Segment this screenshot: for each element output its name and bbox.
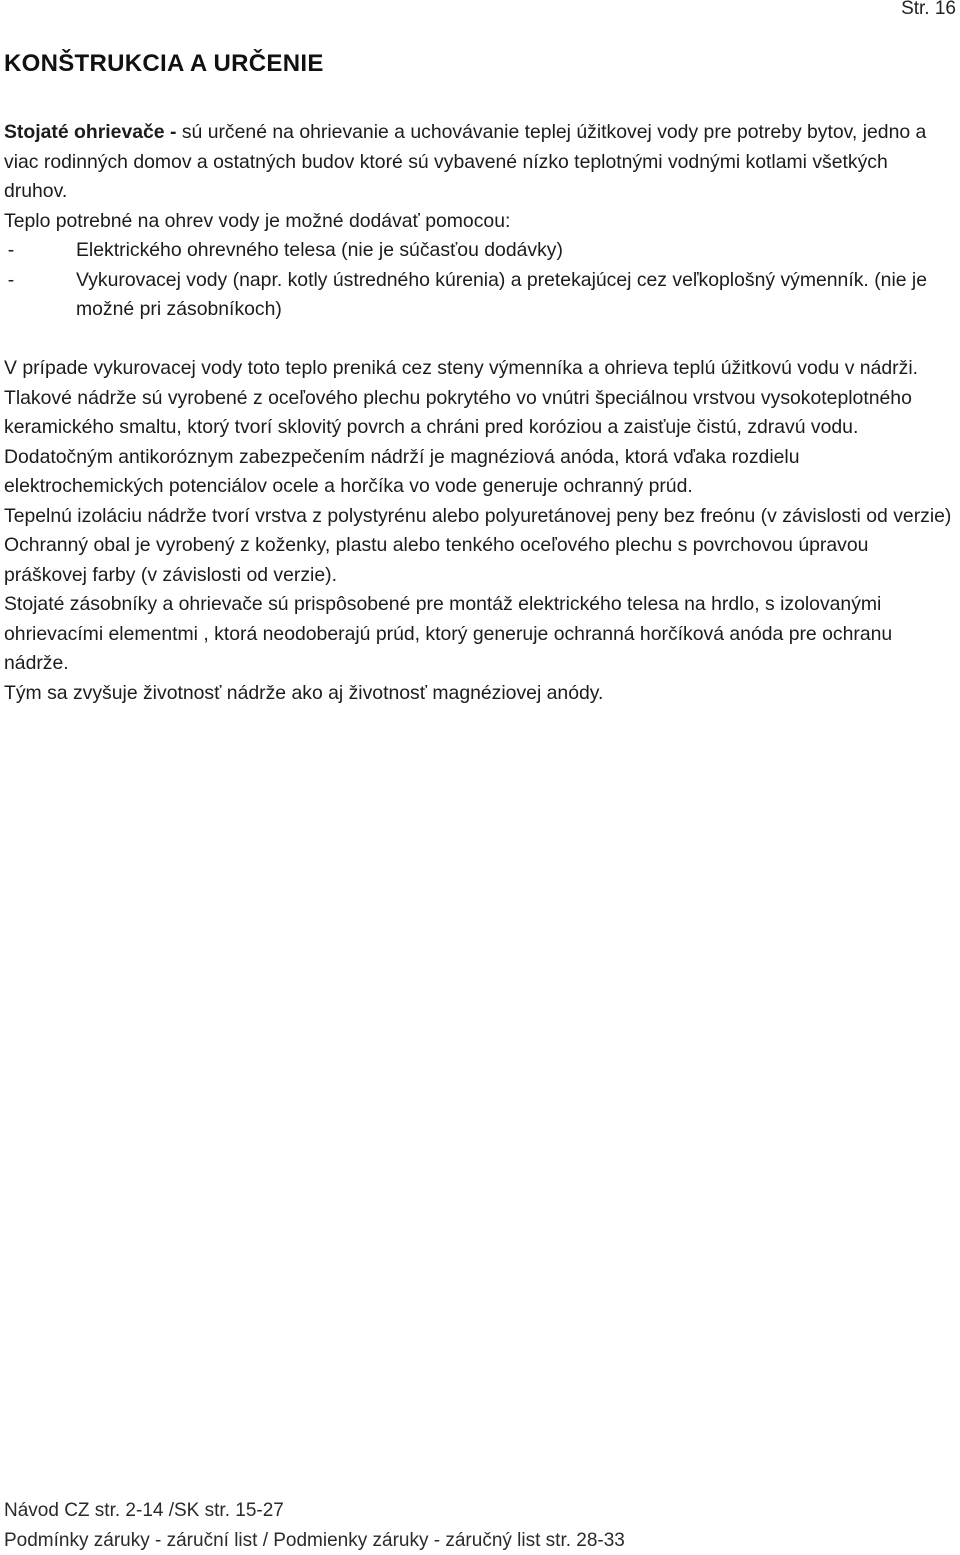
paragraph: Tlakové nádrže sú vyrobené z oceľového plechu pokrytého vo vnútri špeciálnou vrstvou vysokoteplotného keramického smaltu, ktorý tvorí sklovitý povrch a chráni pred koróziou a zaisťuje čistú, zdravú vodu. Dodatočným antikoróznym zabezpečením nádrží je magnéziová anóda, ktorá vďaka rozdielu elektrochemických potenciálov ocele a horčíka vo vode generuje ochranný prúd. xyxy=(4,384,956,502)
list-item xyxy=(4,236,956,266)
footer-line-warranty: Podmínky záruky - záruční list / Podmienky záruky - záručný list str. 28-33 xyxy=(4,1526,625,1555)
paragraph: Ochranný obal je vyrobený z koženky, plastu alebo tenkého oceľového plechu s povrchovou úpravou práškovej farby (v závislosti od verzie). xyxy=(4,531,956,590)
intro-paragraph xyxy=(4,118,956,207)
heat-intro: Teplo potrebné na ohrev vody je možné dodávať pomocou: xyxy=(4,207,956,237)
list-item xyxy=(4,266,956,325)
document-body xyxy=(4,118,956,708)
list-item-text: Vykurovacej vody (napr. kotly ústredného kúrenia) a pretekajúcej cez veľkoplošný výmenník. (nie je možné pri zásobníkoch) xyxy=(76,269,927,321)
paragraph-spacer xyxy=(4,325,956,355)
heat-source-list xyxy=(4,236,956,325)
paragraph: V prípade vykurovacej vody toto teplo preniká cez steny výmenníka a ohrieva teplú úžitkovú vodu v nádrži. xyxy=(4,354,956,384)
list-dash: - xyxy=(4,266,18,296)
page-footer xyxy=(4,1496,625,1555)
page-number: Str. 16 xyxy=(901,0,956,20)
paragraph: Tým sa zvyšuje životnosť nádrže ako aj životnosť magnéziovej anódy. xyxy=(4,679,956,709)
page-title: KONŠTRUKCIA A URČENIE xyxy=(4,50,324,78)
intro-text: sú určené na ohrievanie a uchovávanie teplej úžitkovej vody pre potreby bytov, jedno a viac rodinných domov a ostatných budov ktoré sú vybavené nízko teplotnými vodnými kotlami všetkých druhov. xyxy=(4,121,926,202)
paragraph: Tepelnú izoláciu nádrže tvorí vrstva z polystyrénu alebo polyuretánovej peny bez freónu (v závislosti od verzie) xyxy=(4,502,956,532)
list-dash: - xyxy=(4,236,18,266)
footer-line-manual: Návod CZ str. 2-14 /SK str. 15-27 xyxy=(4,1496,625,1526)
list-item-text: Elektrického ohrevného telesa (nie je súčasťou dodávky) xyxy=(76,239,563,261)
intro-bold-term: Stojaté ohrievače - xyxy=(4,121,176,143)
paragraph: Stojaté zásobníky a ohrievače sú prispôsobené pre montáž elektrického telesa na hrdlo, s izolovanými ohrievacími elementmi , ktorá neodoberajú prúd, ktorý generuje ochranná horčíková anóda pre ochranu nádrže. xyxy=(4,590,956,679)
